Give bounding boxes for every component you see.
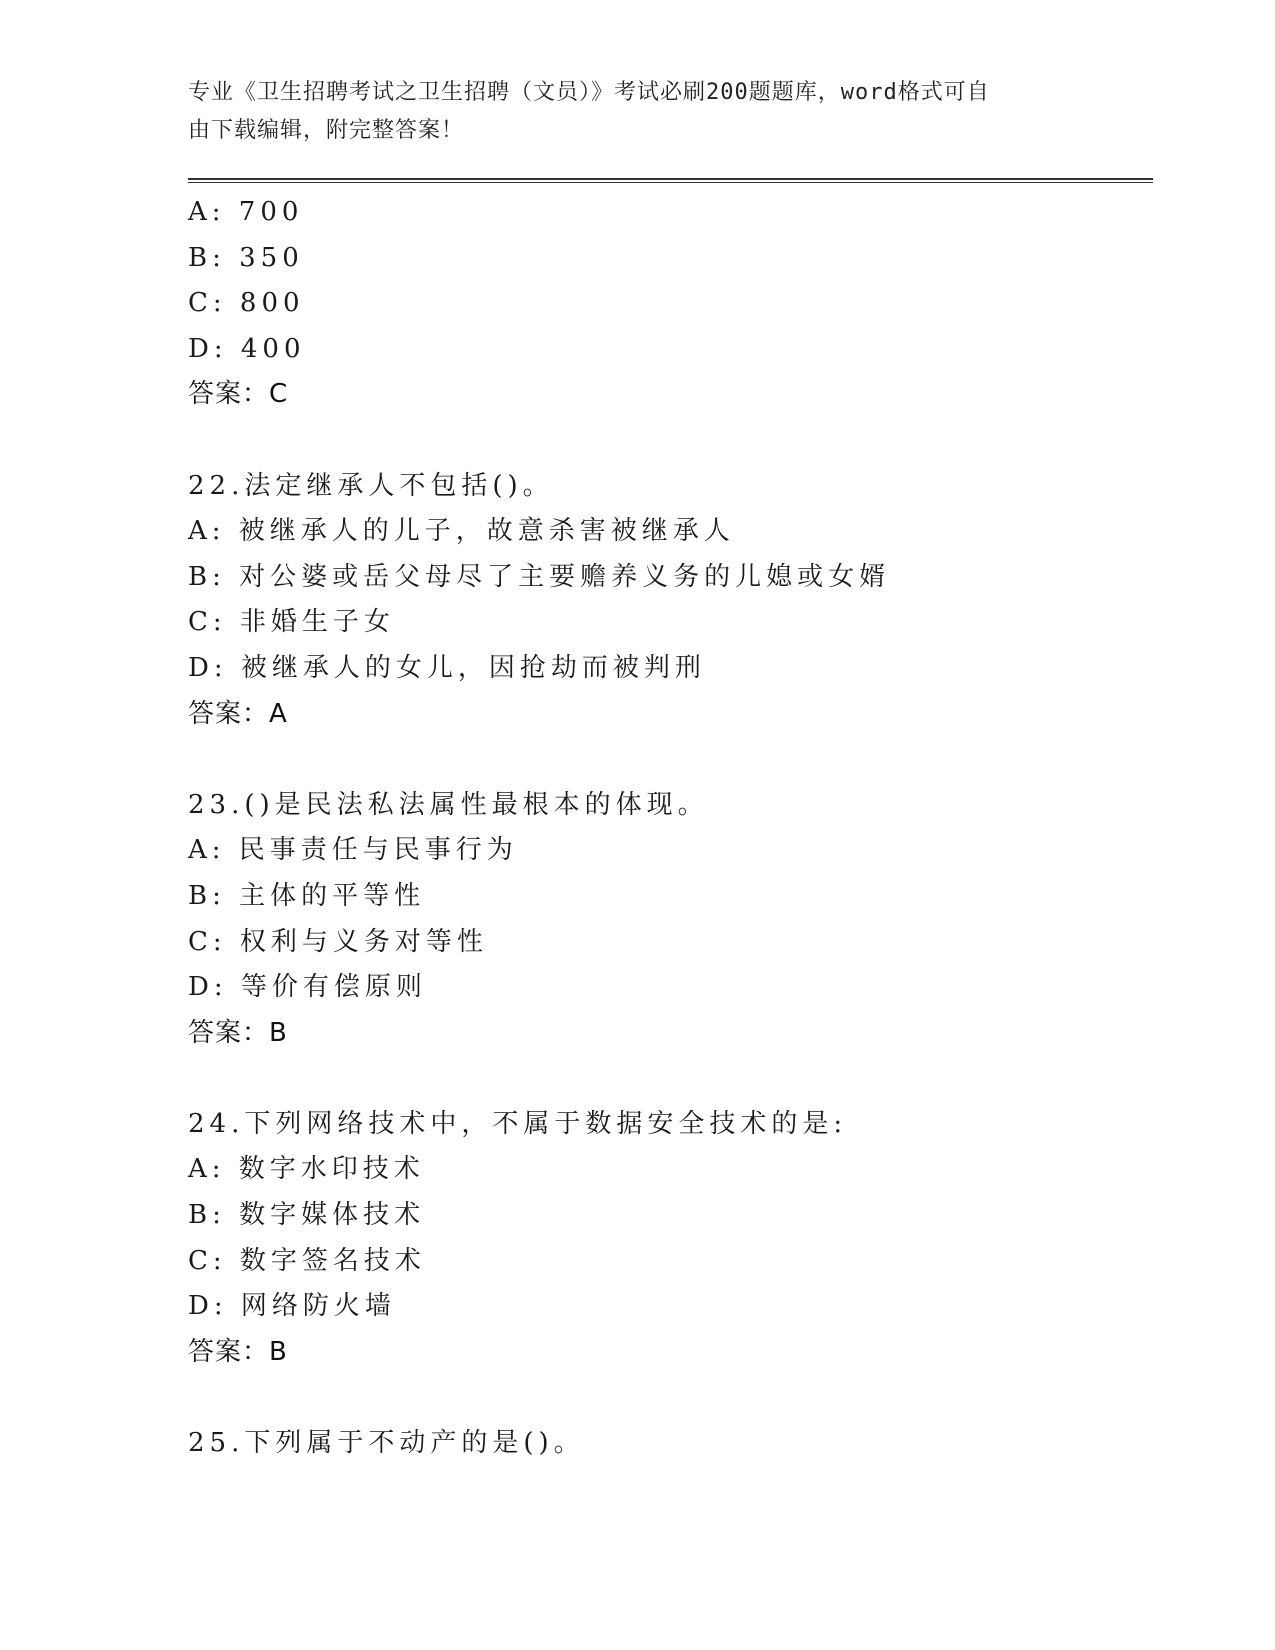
option-line: B: 对公婆或岳父母尽了主要赡养义务的儿媳或女婿	[188, 561, 891, 592]
option-line: A: 被继承人的儿子，故意杀害被继承人	[188, 516, 735, 547]
blank-line	[188, 737, 1148, 783]
answer-line: 答案：B	[188, 1336, 288, 1367]
option-line: D: 等价有偿原则	[188, 972, 427, 1003]
answer-line: 答案：A	[188, 698, 288, 729]
option-line: B: 数字媒体技术	[188, 1200, 426, 1231]
option-line: C: 非婚生子女	[188, 607, 395, 638]
option-line: A: 数字水印技术	[188, 1154, 425, 1185]
question-23: 23.()是民法私法属性最根本的体现。	[188, 789, 709, 820]
question-24: 24.下列网络技术中，不属于数据安全技术的是:	[188, 1108, 848, 1139]
document-header	[188, 74, 1088, 150]
option-line: A: 700	[188, 197, 304, 227]
option-line: C: 权利与义务对等性	[188, 926, 488, 957]
header-line-2: 由下载编辑，附完整答案！	[188, 118, 465, 143]
option-line: C: 800	[188, 288, 305, 319]
question-list	[188, 190, 1148, 1467]
option-line: D: 网络防火墙	[188, 1291, 396, 1322]
answer-line: 答案：B	[188, 1017, 288, 1048]
blank-line	[188, 418, 1148, 464]
option-line: C: 数字签名技术	[188, 1245, 426, 1276]
question-25: 25.下列属于不动产的是()。	[188, 1428, 585, 1459]
option-line: B: 主体的平等性	[188, 880, 426, 911]
blank-line	[188, 1056, 1148, 1102]
option-line: D: 被继承人的女儿，因抢劫而被判刑	[188, 652, 706, 683]
header-divider	[188, 178, 1153, 183]
blank-line	[188, 1375, 1148, 1421]
question-22: 22.法定继承人不包括()。	[188, 470, 554, 501]
header-line-1: 专业《卫生招聘考试之卫生招聘（文员）》考试必刷200题题库，word格式可自	[188, 80, 990, 105]
option-line: A: 民事责任与民事行为	[188, 835, 518, 866]
option-line: B: 350	[188, 242, 304, 273]
answer-line: 答案：C	[188, 379, 289, 410]
option-line: D: 400	[188, 333, 306, 364]
